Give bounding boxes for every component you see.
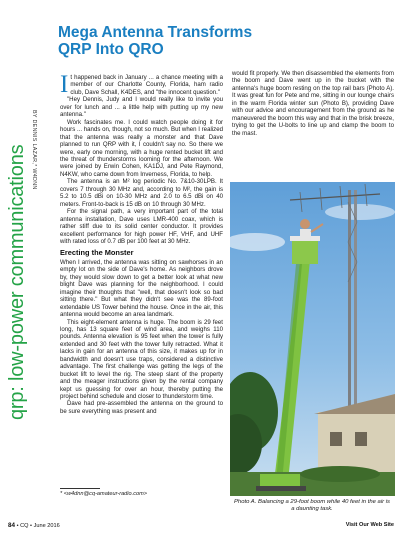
article-column-2 (232, 70, 394, 137)
paragraph: Work fascinates me. I could watch people doing it for hours ... hands on, though, not so much. But when I realized that the antenna was really a monster and that Dave planned to run QRP with it, I couldn't say no. So there we were, early one morning, with a huge rented bucket lift and the threat of thunderstorms looming for the afternoon. We were joined by Erwin Cohen, KA1DJ, and Pete Raymond, N4KW, who came down from Inverness, Florida, to help. (60, 118, 223, 178)
paragraph (60, 71, 223, 98)
photo-a (230, 182, 395, 496)
paragraph: would fit properly. We then disassembled the elements from the boom and Dave went up in the bucket with the antenna's huge boom resting on the top rail bars (Photo A). It was great fun for Pete and me, sitting in our lounge chairs in the warm Florida winter sun (Photo B), providing Dave with our advice and encouragement from the ground as he maneuvered the boom this way and that in the brisk breeze, trying to get the U-bolts to line up and clamp the boom to the mast. (232, 70, 394, 137)
page-footer (8, 522, 394, 532)
paragraph: Dave had pre-assembled the antenna on the ground to be sure everything was present and (60, 400, 223, 415)
section-subhead: Erecting the Monster (60, 248, 134, 258)
paragraph: For the signal path, a very important part of the total antenna installation, Dave uses LMR-400 coax, which is rather stiff due to its solid center conductor. It provides excellent performance for high power HF, VHF, and UHF with rated loss of 0.7 dB per 100 feet at 30 MHz. (60, 208, 223, 245)
page-number: 84 (8, 522, 16, 529)
column-header-title: qrp: low-power communications (6, 144, 28, 420)
headline-line-2: QRP Into QRO (58, 41, 164, 58)
paragraph-text: t happened back in January ... a chance meeting with a member of our Charlotte County, Florida, ham radio club, Dave Schall, K4DES, and "the innocent question." (70, 74, 223, 96)
paragraph: The antenna is an M² log periodic No. 7&10-30LPB. It covers 7 through 30 MHz and, according to M², the gain is 5.2 to 10.5 dBi on 10-30 MHz and 2.0 to 6.5 dBi on 40 meters. Front-to-back is 15 dB on 10 through 30 MHz. (60, 178, 223, 208)
paragraph: When I arrived, the antenna was sitting on sawhorses in an empty lot on the side of Dave's home. As neighbors drove by, they would slow down to get a better look at what new blight Dave was planning for the neighborhood. I could imagine their thoughts that "well, that doesn't look so bad sitting there." But what they didn't see was the 89-foot extendable US Tower behind the house. Once in the air, this antenna would become an area landmark. (60, 258, 223, 319)
author-byline: BY DENNIS LAZAR,* W4DNN (31, 110, 37, 190)
magazine-name: CQ (20, 523, 29, 529)
headline-line-1: Mega Antenna Transforms (58, 24, 253, 41)
photo-caption: Photo A. Balancing a 29-foot boom while 40 feet in the air is a daunting task. (234, 499, 390, 512)
paragraph: "Hey Dennis, Judy and I would really like to invite you over for lunch and ... a little help with putting up my new antenna." (60, 96, 223, 119)
drop-cap: I (60, 71, 69, 98)
article-headline (58, 24, 258, 58)
footer-left (8, 522, 60, 529)
article-column-1 (60, 71, 223, 415)
bullet-separator: • (30, 523, 34, 529)
photo-illustration (230, 182, 395, 496)
bullet-separator: • (16, 523, 21, 529)
issue-date: June 2016 (33, 523, 60, 529)
footnote-rule (60, 488, 100, 489)
footnote-email: * <w4dnn@cq-amateur-radio.com> (60, 491, 148, 497)
footer-website-link[interactable]: Visit Our Web Site (345, 522, 394, 528)
paragraph: This eight-element antenna is huge. The boom is 29 feet long, has 13 square feet of wind area, and weighs 110 pounds. Antenna elevation is 95 feet when the tower is fully extended and 30 feet with the tower fully retracted. What it lacks in gain for an antenna of this size, it makes up for in bandwidth and doesn't use traps, considered a distinctive advantage. The first challenge was getting the legs of the bucket lift to level the rig. The steep slant of the property and the meager instructions given by the rental company kept us guessing for over an hour, thereby putting the project behind schedule and closer to thunderstorm time. (60, 318, 223, 401)
